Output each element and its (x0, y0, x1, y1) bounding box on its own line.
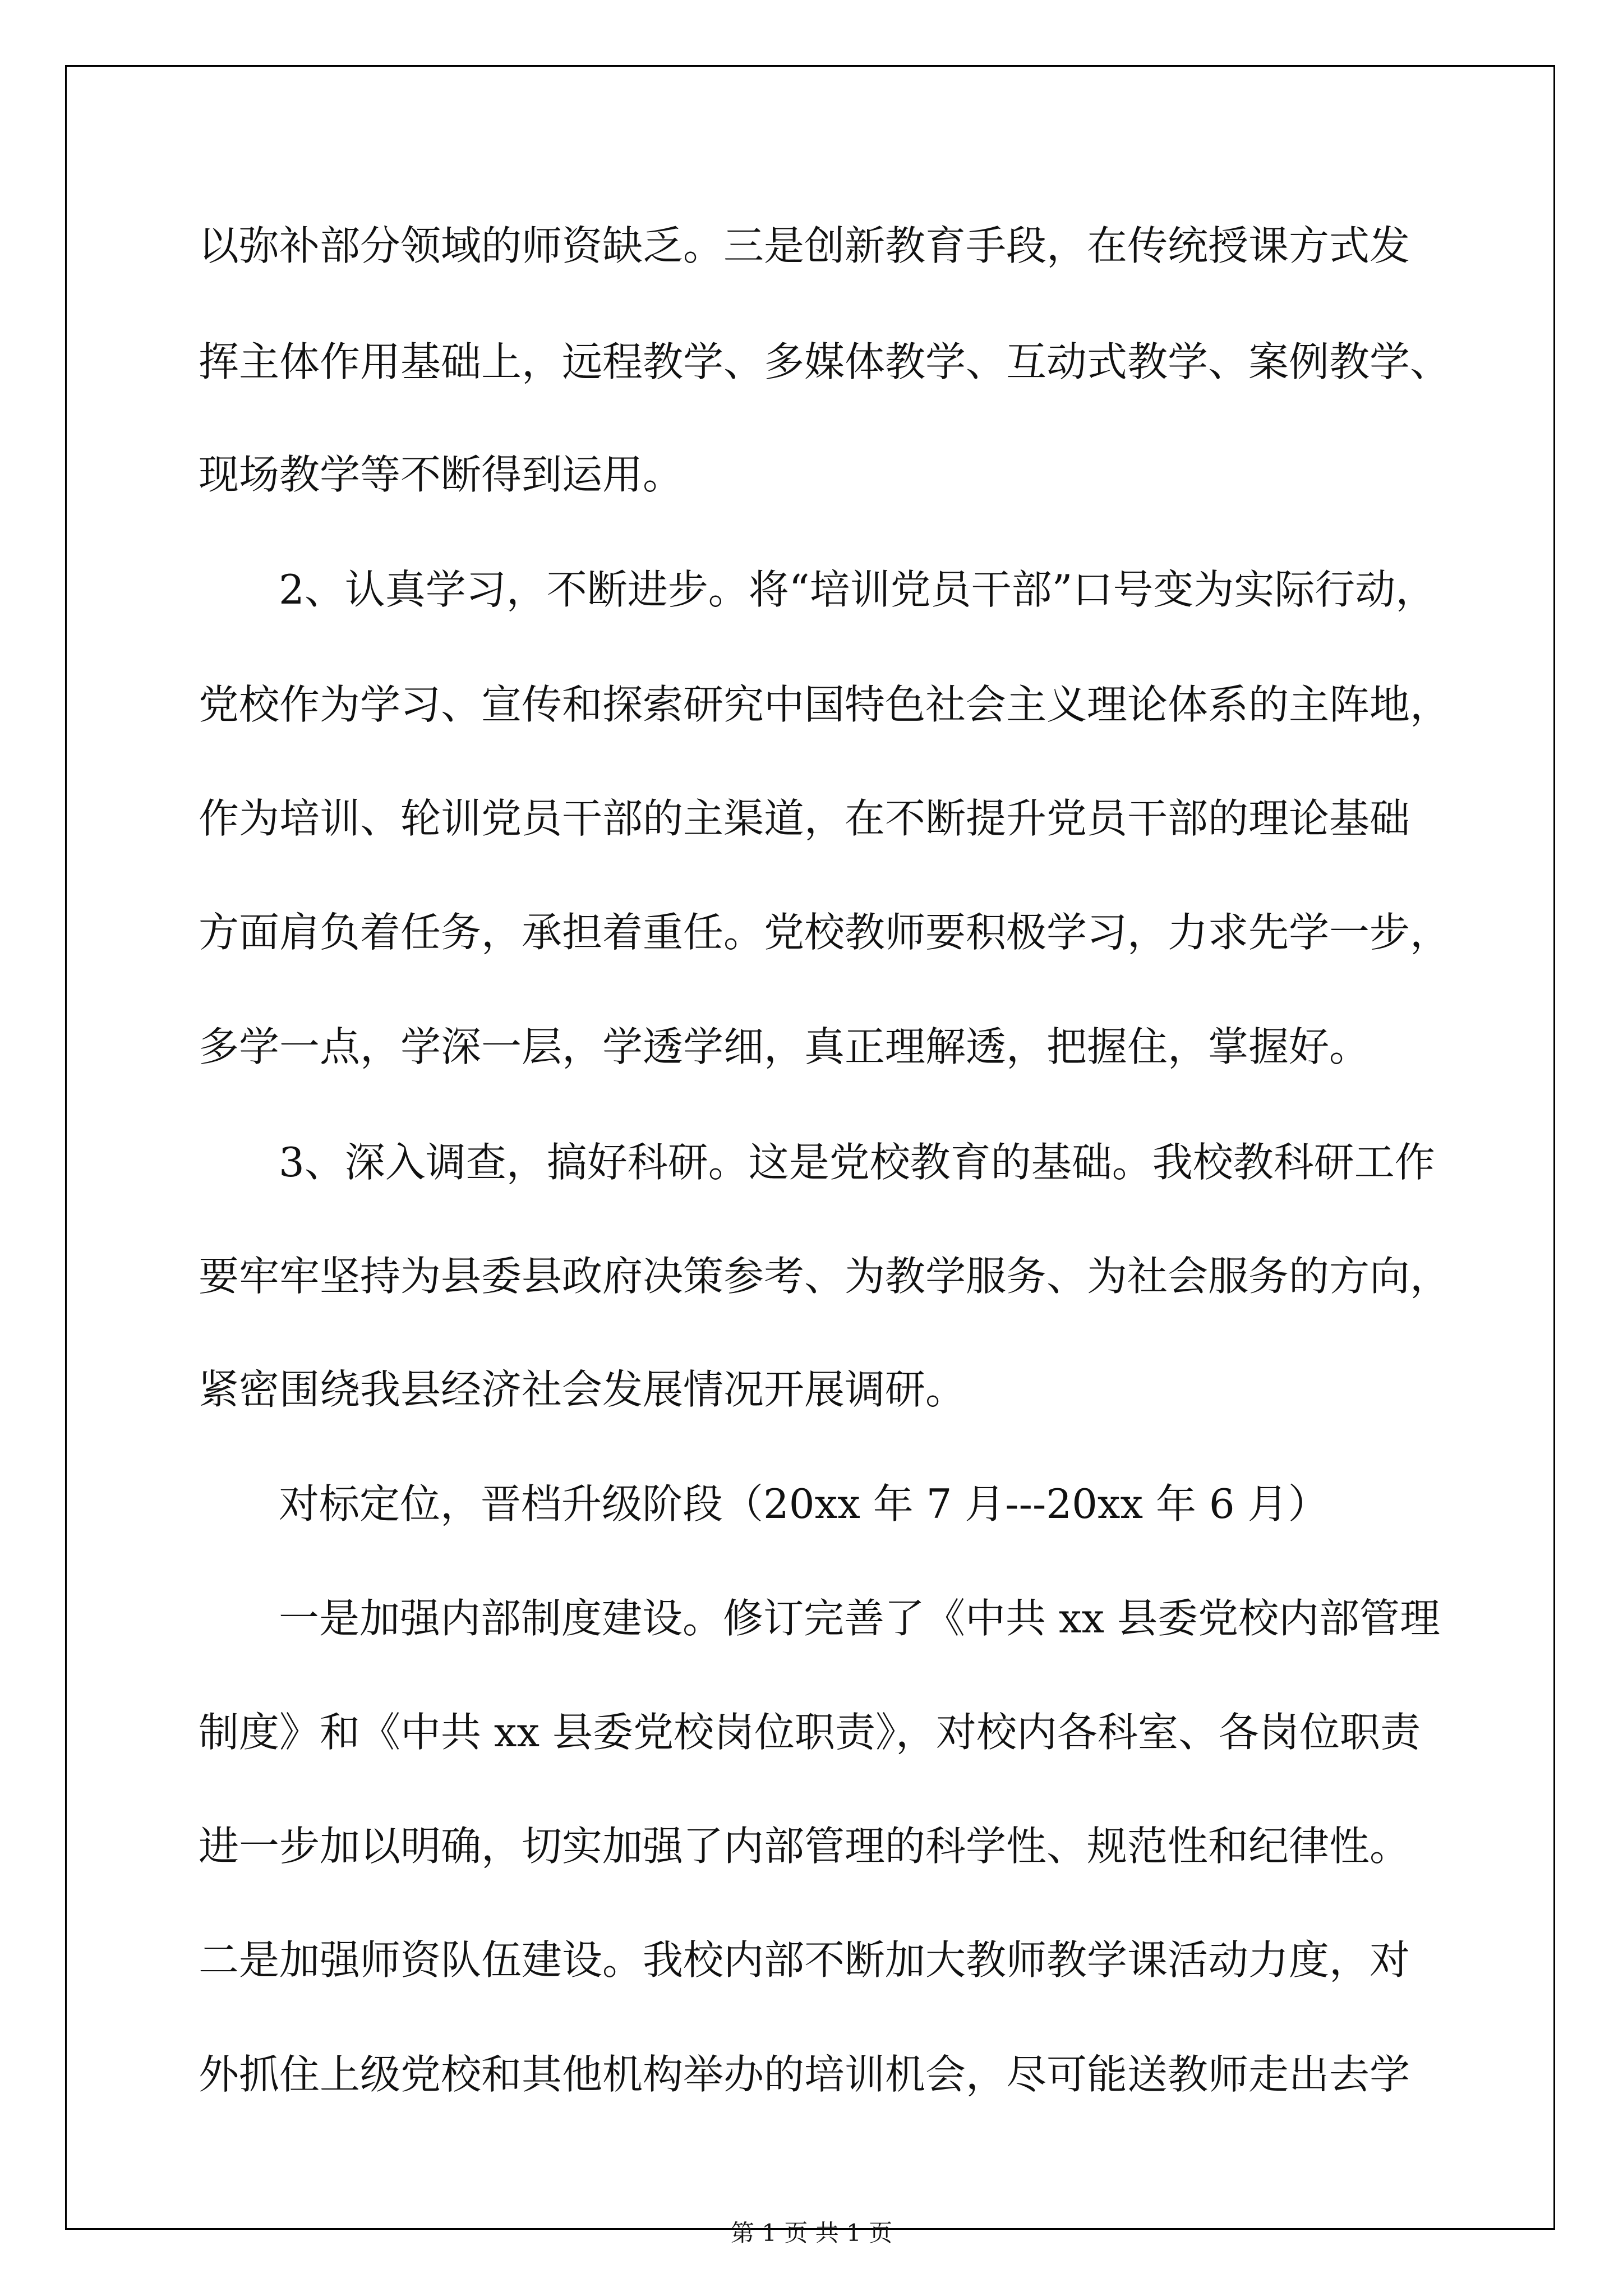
paragraph-first-line: 2、认真学习，不断进步。将“培训党员干部”口号变为实际行动， (279, 566, 1436, 613)
body-text-line: 制度》和《中共 xx 县委党校岗位职责》，对校内各科室、各岗位职责 (199, 1709, 1421, 1756)
section-heading: 对标定位，晋档升级阶段（20xx 年 7 月---20xx 年 6 月） (279, 1480, 1329, 1527)
body-text-line: 外抓住上级党校和其他机构举办的培训机会，尽可能送教师走出去学 (199, 2051, 1410, 2098)
body-text-line: 以弥补部分领域的师资缺乏。三是创新教育手段，在传统授课方式发 (199, 222, 1410, 269)
body-text-line: 作为培训、轮训党员干部的主渠道，在不断提升党员干部的理论基础 (199, 795, 1410, 842)
body-text-line: 党校作为学习、宣传和探索研究中国特色社会主义理论体系的主阵地， (199, 681, 1451, 728)
paragraph-first-line: 一是加强内部制度建设。修订完善了《中共 xx 县委党校内部管理 (279, 1595, 1440, 1642)
page-number-footer: 第 1 页 共 1 页 (730, 2219, 893, 2247)
body-text-line: 二是加强师资队伍建设。我校内部不断加大教师教学课活动力度，对 (199, 1936, 1410, 1984)
paragraph-first-line: 3、深入调查，搞好科研。这是党校教育的基础。我校教科研工作 (279, 1139, 1435, 1186)
body-text-line: 要牢牢坚持为县委县政府决策参考、为教学服务、为社会服务的方向， (199, 1253, 1451, 1300)
body-text-line: 方面肩负着任务，承担着重任。党校教师要积极学习，力求先学一步， (199, 909, 1451, 956)
body-text-line: 紧密围绕我县经济社会发展情况开展调研。 (199, 1366, 966, 1413)
body-text-line: 多学一点，学深一层，学透学细，真正理解透，把握住，掌握好。 (199, 1023, 1370, 1070)
body-text-line: 挥主体作用基础上，远程教学、多媒体教学、互动式教学、案例教学、 (199, 338, 1451, 385)
body-text-line: 现场教学等不断得到运用。 (199, 451, 684, 498)
body-text-line: 进一步加以明确，切实加强了内部管理的科学性、规范性和纪律性。 (199, 1823, 1410, 1870)
